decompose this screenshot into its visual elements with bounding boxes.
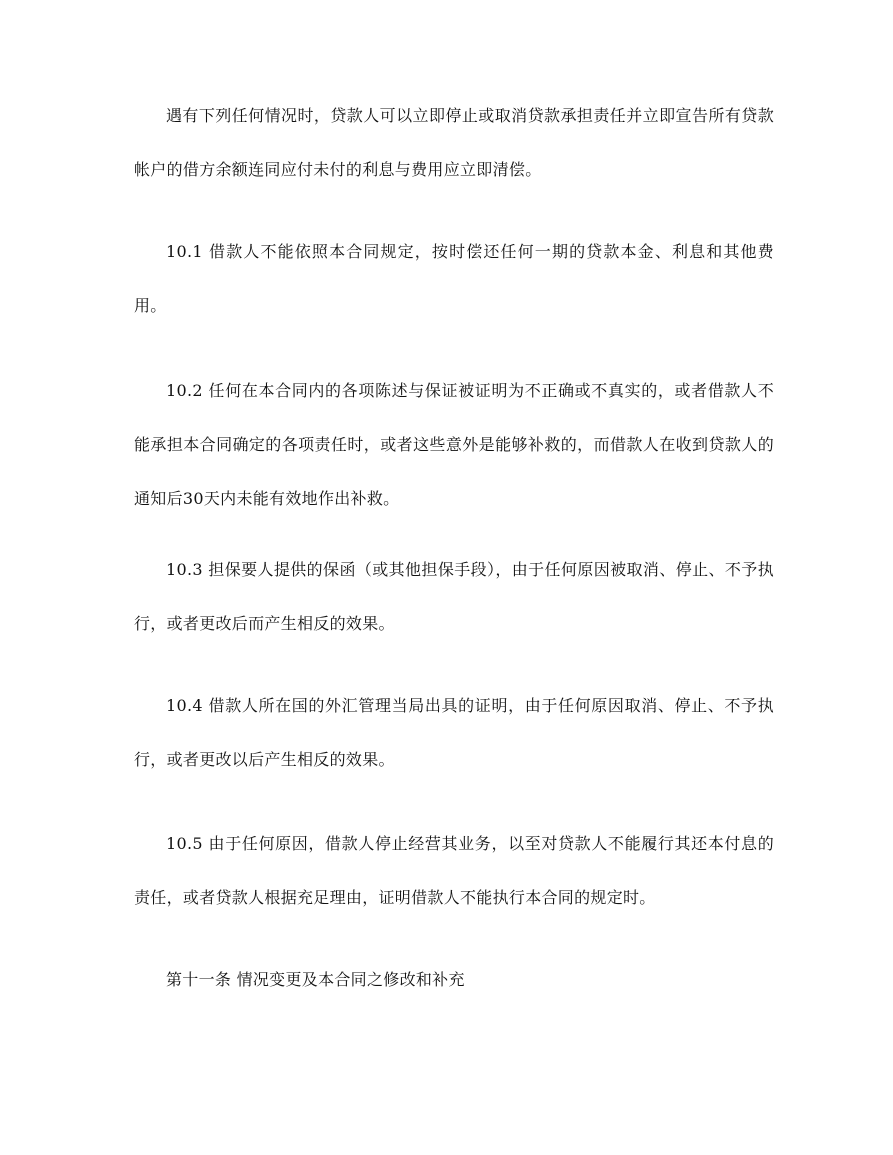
- article-11-heading: 第十一条 情况变更及本合同之修改和补充: [166, 970, 465, 989]
- clause-10-1: 10.1 借款人不能依照本合同规定，按时偿还任何一期的贷款本金、利息和其他费用。: [134, 242, 774, 315]
- intro-paragraph: 遇有下列任何情况时，贷款人可以立即停止或取消贷款承担责任并立即宣告所有贷款帐户的借方余额连同应付未付的利息与费用应立即清偿。: [134, 106, 774, 179]
- clause-10-4: 10.4 借款人所在国的外汇管理当局出具的证明，由于任何原因取消、停止、不予执行，或者更改以后产生相反的效果。: [134, 696, 774, 769]
- clause-10-2: 10.2 任何在本合同内的各项陈述与保证被证明为不正确或不真实的，或者借款人不能承担本合同确定的各项责任时，或者这些意外是能够补救的，而借款人在收到贷款人的通知后30天内未能有效地作出补救。: [134, 381, 774, 508]
- clause-10-3: 10.3 担保要人提供的保函（或其他担保手段），由于任何原因被取消、停止、不予执行，或者更改后而产生相反的效果。: [134, 560, 774, 633]
- clause-10-5: 10.5 由于任何原因，借款人停止经营其业务，以至对贷款人不能履行其还本付息的责任，或者贷款人根据充足理由，证明借款人不能执行本合同的规定时。: [134, 834, 774, 907]
